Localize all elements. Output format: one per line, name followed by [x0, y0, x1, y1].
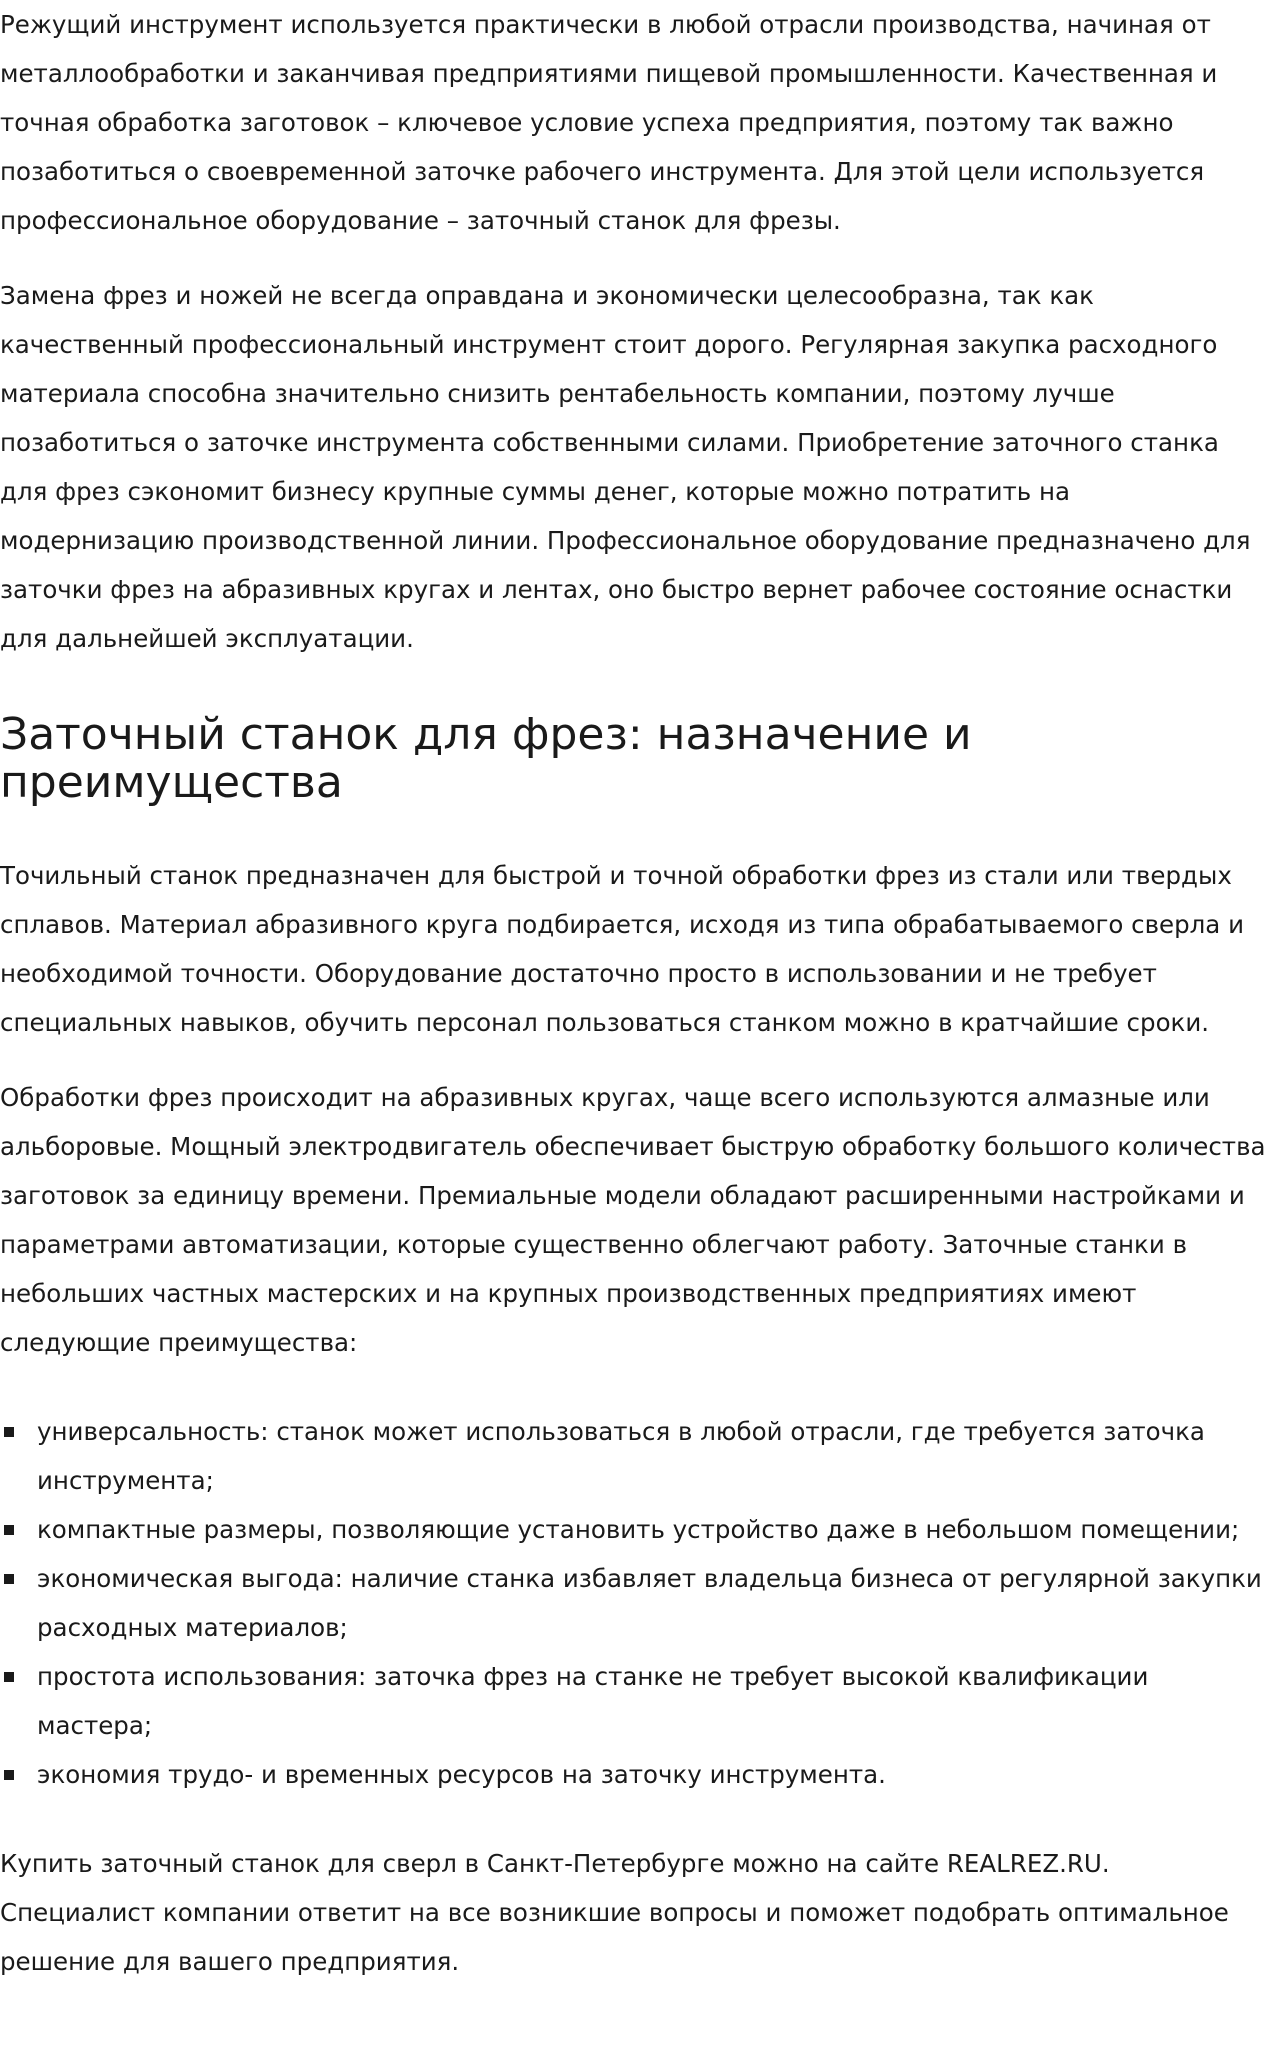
square-bullet-icon: [4, 1574, 14, 1584]
list-item: [0, 1505, 1270, 1554]
section-heading: Заточный станок для фрез: назначение и преимущества: [0, 709, 972, 808]
intro-paragraph-1: Режущий инструмент используется практически в любой отрасли производства, начиная от металлообработки и заканчивая предприятиями пищевой промышленности. Качественная и точная обработка заготовок – ключевое условие успеха предприятия, поэтому так важно позаботиться о своевременной заточке рабочего инструмента. Для этой цели используется профессиональное оборудование – заточный станок для фрезы.: [0, 10, 1218, 235]
benefits-list: [0, 1407, 1270, 1799]
square-bullet-icon: [4, 1770, 14, 1780]
intro-paragraph-2: Замена фрез и ножей не всегда оправдана и экономически целесообразна, так как качественный профессиональный инструмент стоит дорого. Регулярная закупка расходного материала способна значительно снизить рентабельность компании, поэтому лучше позаботиться о заточке инструмента собственными силами. Приобретение заточного станка для фрез сэкономит бизнесу крупные суммы денег, которые можно потратить на модернизацию производственной линии. Профессиональное оборудование предназначено для заточки фрез на абразивных кругах и лентах, оно быстро вернет рабочее состояние оснастки для дальнейшей эксплуатации.: [0, 281, 1251, 653]
list-item-text: универсальность: станок может использоваться в любой отрасли, где требуется заточка инструмента;: [37, 1417, 1205, 1495]
closing-paragraph: Купить заточный станок для сверл в Санкт-Петербурге можно на сайте REALREZ.RU. Специалист компании ответит на все возникшие вопросы и поможет подобрать оптимальное решение для вашего предприятия.: [0, 1849, 1229, 1976]
square-bullet-icon: [4, 1672, 14, 1682]
square-bullet-icon: [4, 1525, 14, 1535]
list-item: [0, 1407, 1270, 1505]
list-item-text: простота использования: заточка фрез на станке не требует высокой квалификации мастера;: [37, 1662, 1149, 1740]
list-item-text: экономическая выгода: наличие станка избавляет владельца бизнеса от регулярной закупки расходных материалов;: [37, 1564, 1262, 1642]
list-item: [0, 1652, 1270, 1750]
list-item-text: компактные размеры, позволяющие установить устройство даже в небольшом помещении;: [37, 1515, 1240, 1544]
list-item: [0, 1750, 1270, 1799]
list-item-text: экономия трудо- и временных ресурсов на заточку инструмента.: [37, 1760, 886, 1789]
body-paragraph-2: Обработки фрез происходит на абразивных кругах, чаще всего используются алмазные или альборовые. Мощный электродвигатель обеспечивает быструю обработку большого количества заготовок за единицу времени. Премиальные модели обладают расширенными настройками и параметрами автоматизации, которые существенно облегчают работу. Заточные станки в небольших частных мастерских и на крупных производственных предприятиях имеют следующие преимущества:: [0, 1083, 1266, 1357]
list-item: [0, 1554, 1270, 1652]
body-paragraph-1: Точильный станок предназначен для быстрой и точной обработки фрез из стали или твердых сплавов. Материал абразивного круга подбирается, исходя из типа обрабатываемого сверла и необходимой точности. Оборудование достаточно просто в использовании и не требует специальных навыков, обучить персонал пользоваться станком можно в кратчайшие сроки.: [0, 861, 1245, 1037]
square-bullet-icon: [4, 1427, 14, 1437]
